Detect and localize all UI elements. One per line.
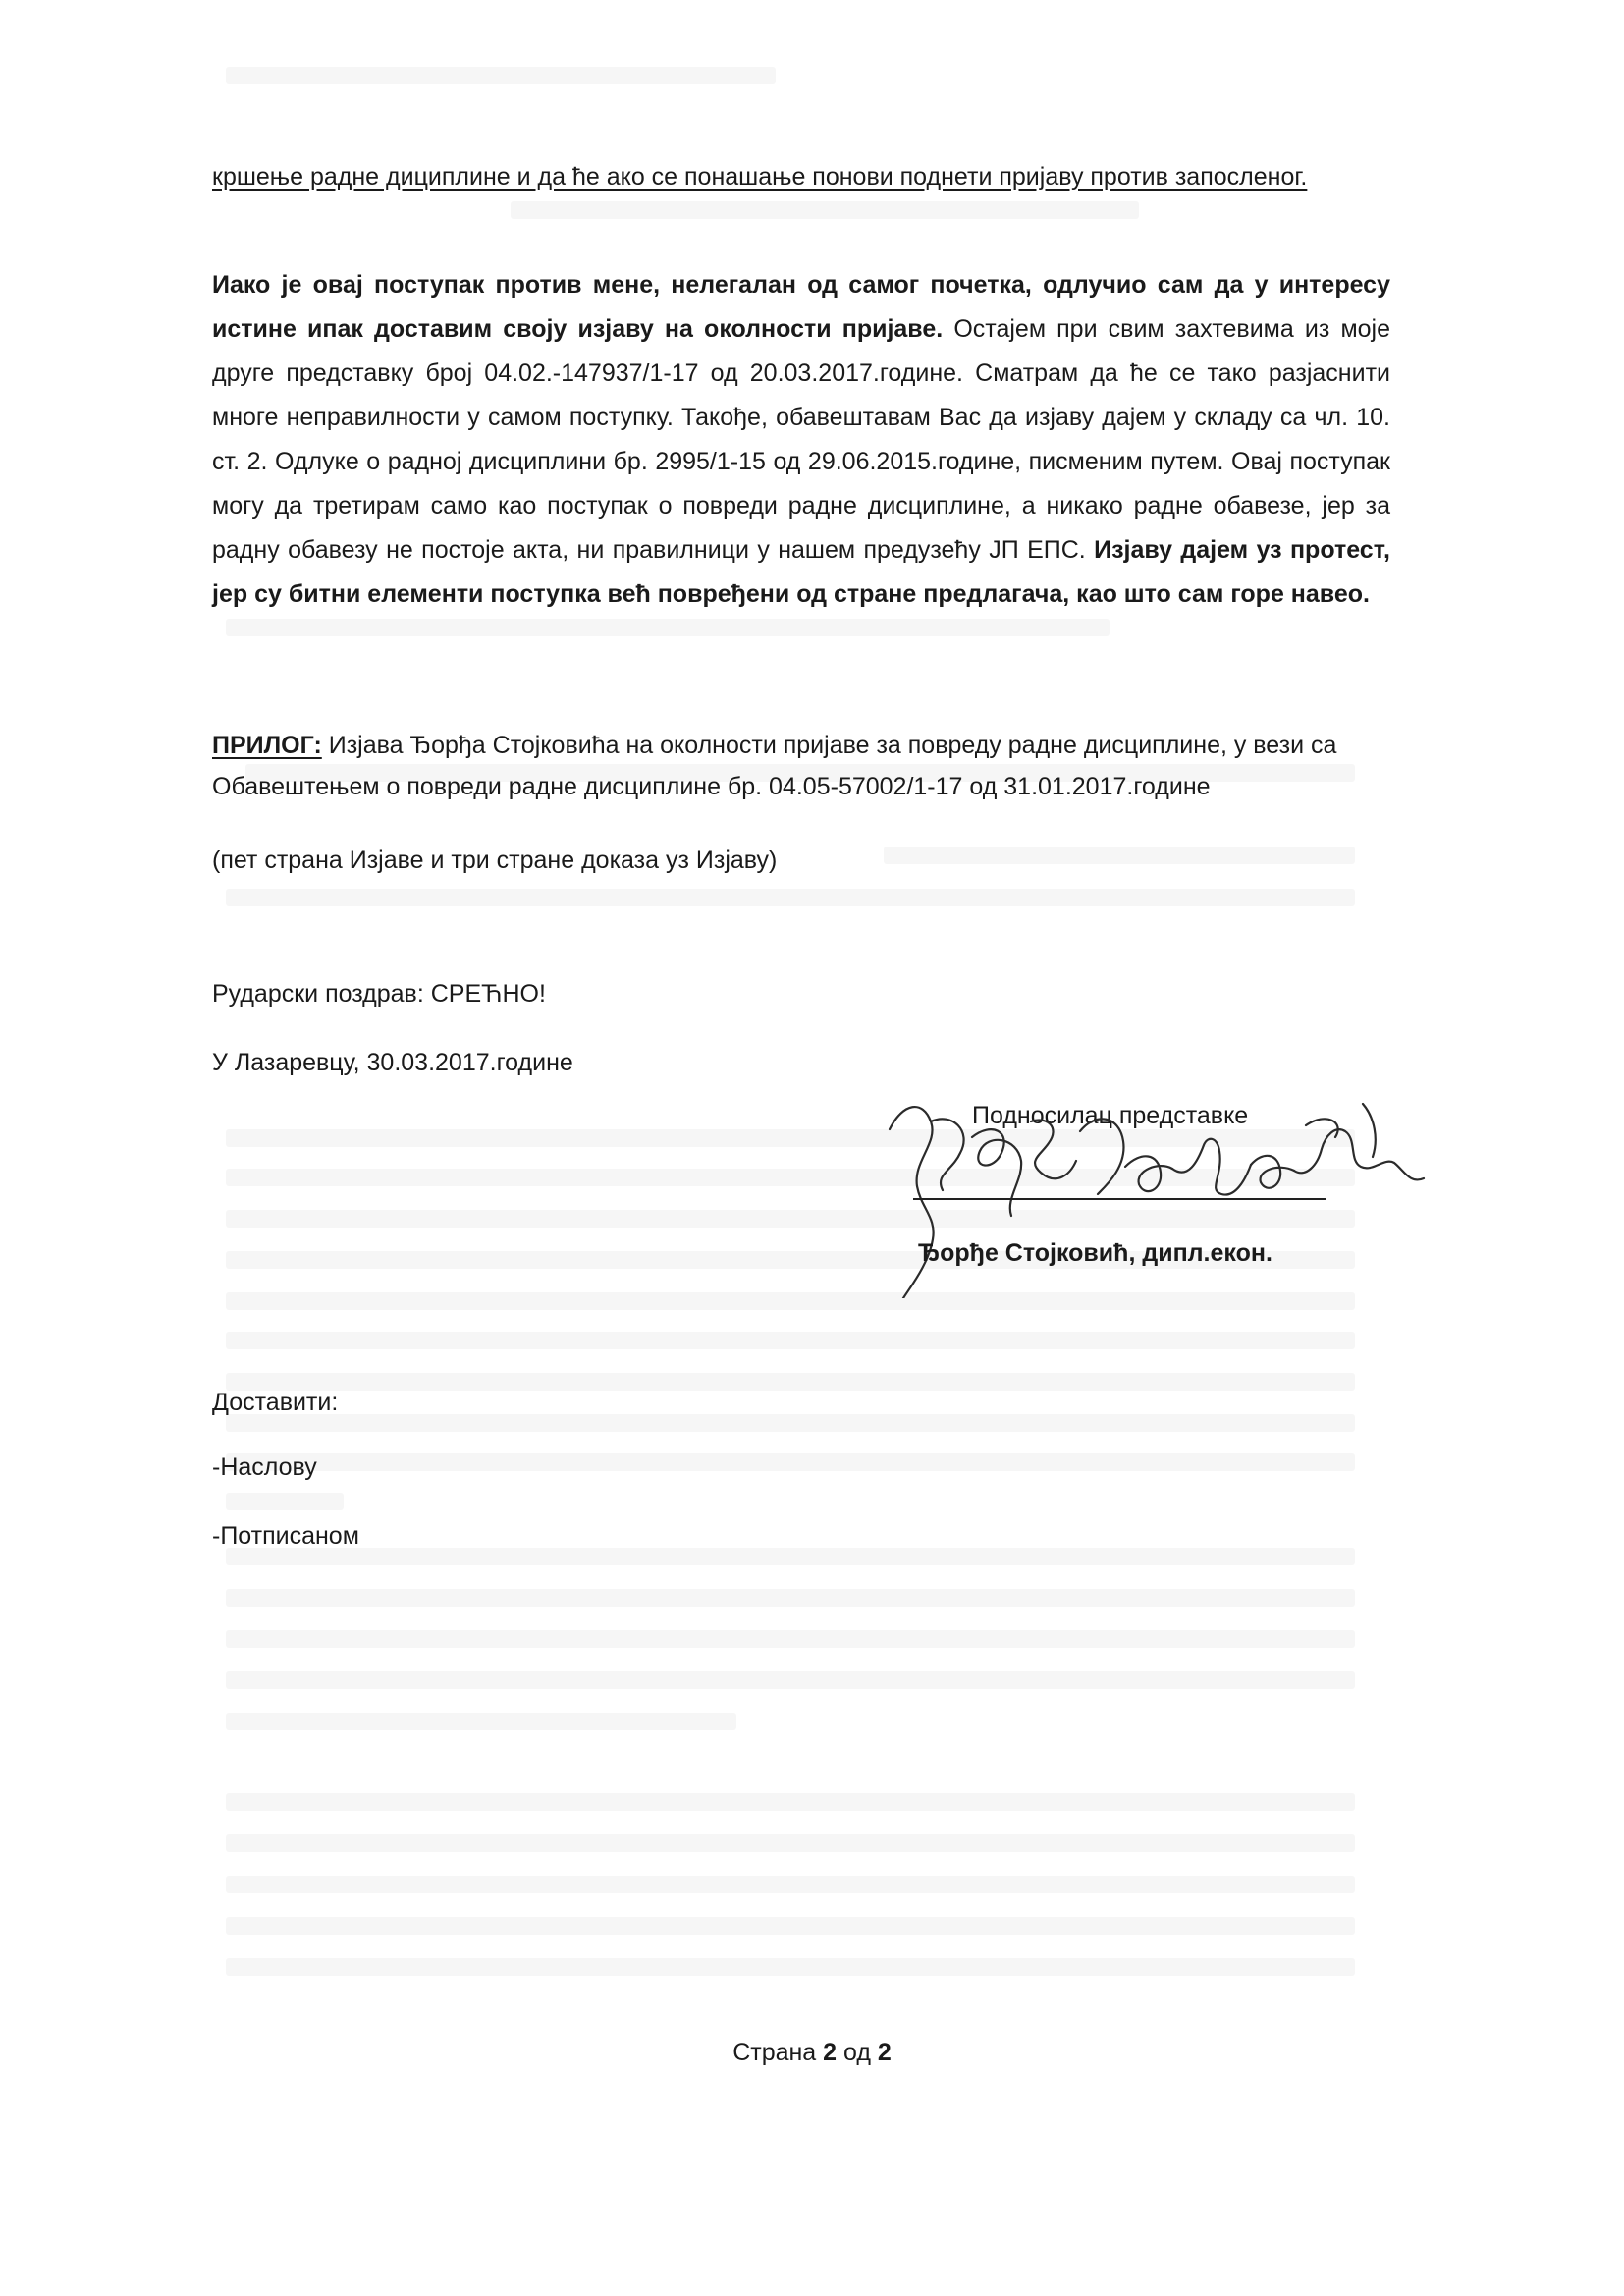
page-footer: [0, 2039, 1624, 2067]
footer-prefix: Страна: [732, 2039, 824, 2066]
greeting: Рударски поздрав: СРЕЋНО!: [212, 980, 546, 1008]
footer-page-current: 2: [823, 2039, 838, 2066]
attachment-paragraph: [212, 725, 1410, 807]
signature-line: [913, 1198, 1326, 1200]
paragraph-body: Остајем при свим захтевима из моје друге представку број 04.02.-147937/1-17 од 20.03.2017.године. Сматрам да ће се тако разјаснити многе неправилности у самом поступку. Такође, обавештавам Вас да изјаву дајем у складу са чл. 10. ст. 2. Одлуке о радној дисциплини бр. 2995/1-15 од 29.06.2015.године, писменим путем. Овај поступак могу да третирам само као поступак о повреди радне дисциплине, а никако радне обавезе, јер за радну обавезу не постоје акта, ни правилници у нашем предузећу ЈП ЕПС.: [212, 315, 1390, 564]
statement-paragraph: [212, 263, 1390, 617]
footer-middle: од: [837, 2039, 878, 2066]
delivery-item: -Наслову: [212, 1453, 317, 1481]
attachment-text: Изјава Ђорђа Стојковића на околности пријаве за повреду радне дисциплине, у вези са Обавештењем о повреди радне дисциплине бр. 04.05-57002/1-17 од 31.01.2017.године: [212, 732, 1337, 800]
attachment-label: ПРИЛОГ:: [212, 732, 322, 759]
place-date: У Лазаревцу, 30.03.2017.године: [212, 1049, 573, 1076]
signature-title: Подносилац представке: [972, 1102, 1249, 1129]
footer-page-total: 2: [877, 2039, 892, 2066]
bold-intro-sentence: Иако је овај поступак против мене, нелегалан од самог почетка, одлучио сам да у интересу истине ипак доставим своју изјаву на околности пријаве.: [212, 271, 1390, 343]
signatory-name: Ђорђе Стојковић, дипл.екон.: [918, 1239, 1272, 1267]
delivery-heading: Доставити:: [212, 1389, 339, 1416]
signature-block: [874, 1102, 1335, 1288]
underlined-sentence: кршење радне дициплине и да ће ако се понашање понови поднети пријаву против запосленог.: [212, 163, 1308, 191]
delivery-item: -Потписаном: [212, 1522, 359, 1550]
bold-closing-sentence: Изјаву дајем уз протест, јер су битни елементи поступка већ повређени од стране предлагача, као што сам горе навео.: [212, 536, 1391, 608]
attachment-note: (пет страна Изјаве и три стране доказа уз Изјаву): [212, 847, 778, 874]
paragraph-continuation: [212, 155, 1390, 199]
